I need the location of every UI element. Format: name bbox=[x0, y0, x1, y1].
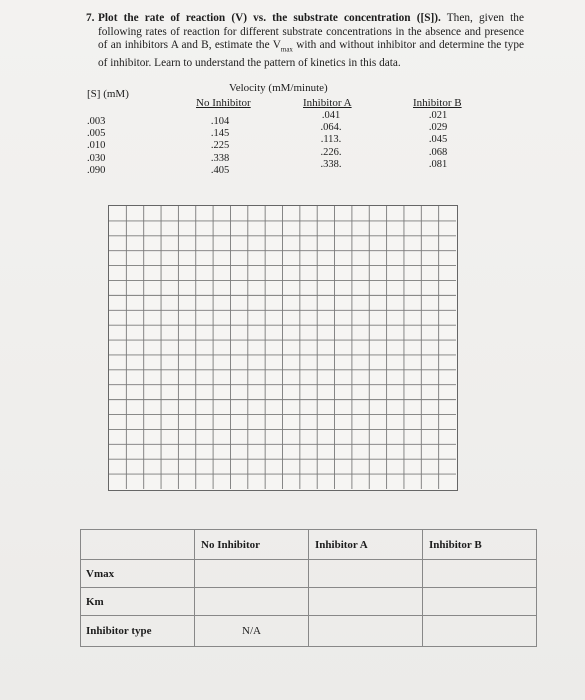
type-inhibitor-a-cell[interactable] bbox=[309, 616, 423, 647]
vmax-inhibitor-a-cell[interactable] bbox=[309, 560, 423, 588]
graph-grid[interactable] bbox=[108, 205, 458, 491]
results-row-km bbox=[81, 588, 537, 616]
row-label-inhibitor-type: Inhibitor type bbox=[81, 616, 195, 647]
velocity-value: .338. bbox=[320, 158, 342, 170]
question-7 bbox=[88, 12, 524, 71]
substrate-values bbox=[87, 116, 105, 177]
km-inhibitor-a-cell[interactable] bbox=[309, 588, 423, 616]
substrate-header: [S] (mM) bbox=[87, 88, 129, 100]
velocity-value: .145 bbox=[210, 128, 230, 140]
km-inhibitor-b-cell[interactable] bbox=[423, 588, 537, 616]
grid-lines bbox=[109, 206, 459, 492]
velocity-value: .029 bbox=[428, 122, 448, 134]
s-value: .090 bbox=[87, 164, 106, 176]
velocity-header: Velocity (mM/minute) bbox=[229, 82, 328, 94]
inhibitor-a-values bbox=[306, 110, 356, 171]
type-no-inhibitor-cell: N/A bbox=[195, 616, 309, 647]
col-header-inhibitor-a: Inhibitor A bbox=[303, 97, 352, 109]
no-inhibitor-values bbox=[196, 116, 244, 177]
col-header-no-inhibitor: No Inhibitor bbox=[196, 97, 251, 109]
vmax-inhibitor-b-cell[interactable] bbox=[423, 560, 537, 588]
type-inhibitor-b-cell[interactable] bbox=[423, 616, 537, 647]
results-table bbox=[80, 529, 537, 647]
velocity-value: .113. bbox=[320, 134, 342, 146]
velocity-value: .405 bbox=[210, 164, 230, 176]
velocity-value: .045 bbox=[428, 134, 448, 146]
velocity-value: .064. bbox=[320, 122, 342, 134]
velocity-value: .225 bbox=[210, 140, 230, 152]
question-lead: Plot the rate of reaction (V) vs. the substrate concentration ([S]). bbox=[98, 12, 441, 24]
velocity-value: .068 bbox=[428, 146, 448, 158]
velocity-value: .021 bbox=[428, 110, 448, 121]
velocity-value: .338 bbox=[210, 152, 230, 164]
results-row-inhibitor-type bbox=[81, 616, 537, 647]
vmax-subscript: max bbox=[280, 45, 293, 54]
question-body-2: with and without inhibitor and determine the type of inhibitor. Learn to understand the pattern of kinetics in this data. bbox=[98, 39, 524, 70]
results-header-no-inhibitor: No Inhibitor bbox=[195, 530, 309, 560]
velocity-value: .081 bbox=[428, 158, 448, 170]
question-number: 7. bbox=[86, 12, 95, 24]
row-label-vmax: Vmax bbox=[81, 560, 195, 588]
velocity-value: .104 bbox=[210, 116, 230, 127]
results-header-inhibitor-a: Inhibitor A bbox=[309, 530, 423, 560]
s-value: .003 bbox=[87, 116, 106, 127]
s-value: .005 bbox=[87, 128, 106, 140]
col-header-inhibitor-b: Inhibitor B bbox=[413, 97, 462, 109]
results-header-row bbox=[81, 530, 537, 560]
row-label-km: Km bbox=[81, 588, 195, 616]
s-value: .030 bbox=[87, 152, 106, 164]
velocity-value: .226. bbox=[320, 146, 342, 158]
velocity-value: .041 bbox=[321, 110, 341, 121]
km-no-inhibitor-cell[interactable] bbox=[195, 588, 309, 616]
s-value: .010 bbox=[87, 140, 106, 152]
question-body-1: Then, given the following rates of reaction for different substrate concentrations in the absence and presence of an inhibitors A and B, estimate the V bbox=[98, 12, 524, 52]
results-row-vmax bbox=[81, 560, 537, 588]
results-corner-cell bbox=[81, 530, 195, 560]
question-text bbox=[98, 12, 524, 71]
inhibitor-b-values bbox=[418, 110, 458, 171]
results-header-inhibitor-b: Inhibitor B bbox=[423, 530, 537, 560]
vmax-no-inhibitor-cell[interactable] bbox=[195, 560, 309, 588]
